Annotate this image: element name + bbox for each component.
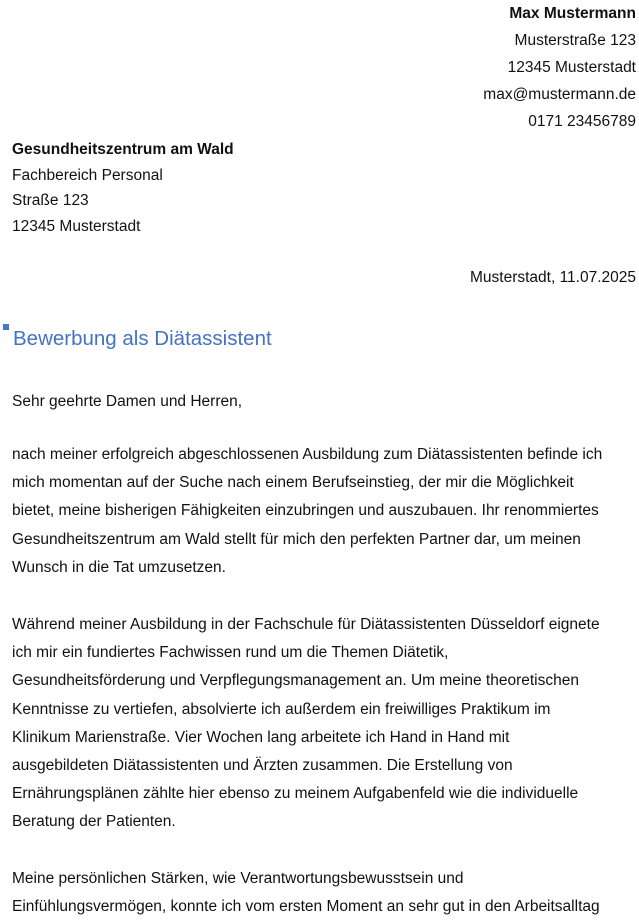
body-paragraph-1	[12, 441, 636, 582]
paragraph-line: ausgebildeten Diätassistenten und Ärzten zusammen. Die Erstellung von	[12, 757, 513, 775]
paragraph-line: Beratung der Patienten.	[12, 813, 176, 831]
sender-name: Max Mustermann	[509, 5, 636, 22]
sender-phone: 0171 23456789	[528, 113, 636, 130]
paragraph-line: nach meiner erfolgreich abgeschlossenen Ausbildung zum Diätassistenten befinde ich	[12, 446, 603, 463]
paragraph-line: Gesundheitszentrum am Wald stellt für mich den perfekten Partner dar, um meinen	[12, 530, 581, 548]
recipient-street: Straße 123	[12, 192, 89, 209]
paragraph-line: Klinikum Marienstraße. Vier Wochen lang arbeitete ich Hand in Hand mit	[12, 728, 510, 746]
paragraph-line: Meine persönlichen Stärken, wie Verantwortungsbewusstsein und	[12, 870, 464, 887]
salutation: Sehr geehrte Damen und Herren,	[12, 393, 243, 410]
paragraph-line: Während meiner Ausbildung in der Fachschule für Diätassistenten Düsseldorf eignete	[12, 616, 600, 633]
recipient-address-block	[12, 137, 234, 239]
paragraph-line: Gesundheitsförderung und Verpflegungsmanagement an. Um meine theoretischen	[12, 672, 579, 690]
sender-city: 12345 Musterstadt	[507, 59, 636, 76]
recipient-organization: Gesundheitszentrum am Wald	[12, 141, 234, 158]
recipient-department: Fachbereich Personal	[12, 166, 163, 184]
paragraph-line: Ernährungsplänen zählte hier ebenso zu meinem Aufgabenfeld wie die individuelle	[12, 785, 579, 803]
date-line: Musterstadt, 11.07.2025	[469, 269, 636, 286]
paragraph-line: mich momentan auf der Suche nach einem Berufseinstieg, der mir die Möglichkeit	[12, 474, 574, 492]
paragraph-line: Einfühlungsvermögen, konnte ich vom ersten Moment an sehr gut in den Arbeitsalltag	[12, 898, 600, 916]
paragraph-line: Wunsch in die Tat umzusetzen.	[12, 558, 226, 576]
paragraph-line: bietet, meine bisherigen Fähigkeiten einzubringen und auszubauen. Ihr renommiertes	[12, 502, 599, 520]
subject-marker-icon	[3, 324, 9, 330]
body-paragraph-2	[12, 611, 636, 837]
subject-heading: Bewerbung als Diätassistent	[13, 327, 272, 350]
sender-address-block	[483, 0, 636, 135]
paragraph-line: Kenntnisse zu vertiefen, absolvierte ich außerdem ein freiwilliges Praktikum im	[12, 700, 551, 718]
sender-street: Musterstraße 123	[514, 32, 636, 49]
sender-email: max@mustermann.de	[483, 86, 636, 103]
body-paragraph-3	[12, 865, 636, 921]
recipient-city: 12345 Musterstadt	[12, 217, 141, 235]
paragraph-line: ich mir ein fundiertes Fachwissen rund um die Themen Diätetik,	[12, 644, 449, 662]
